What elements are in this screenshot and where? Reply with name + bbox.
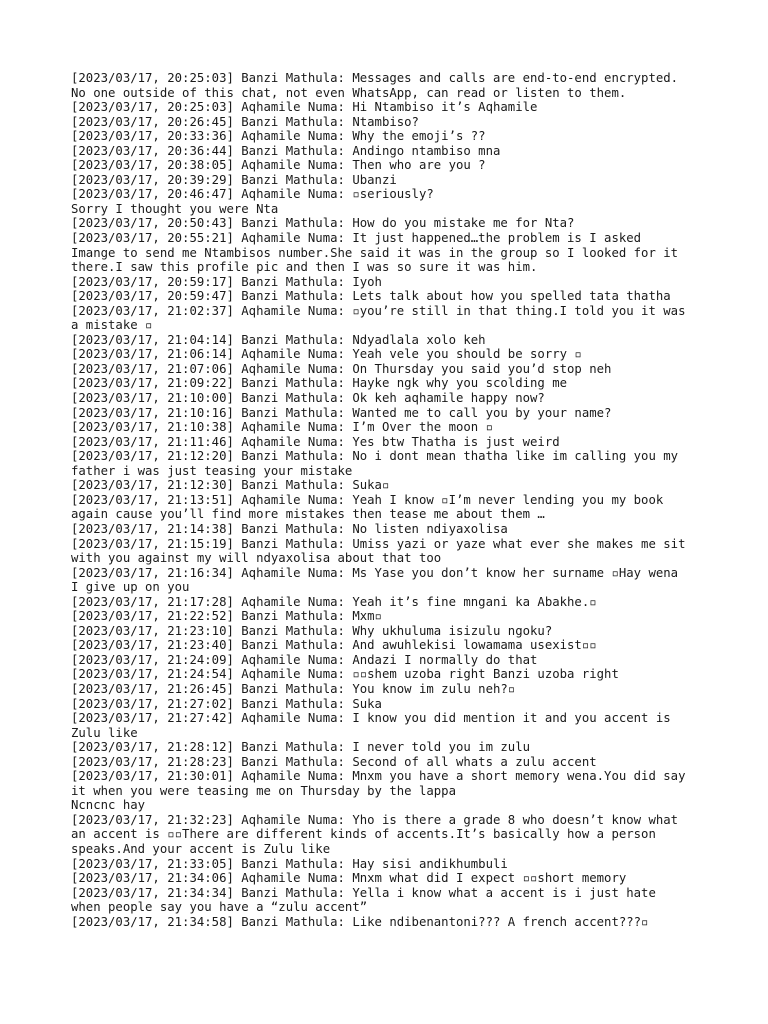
chat-line: [2023/03/17, 21:07:06] Aqhamile Numa: On Thursday you said you’d stop neh — [71, 361, 612, 376]
chat-log — [71, 71, 711, 929]
chat-line: again cause you’ll find more mistakes then tease me about them … — [71, 507, 545, 522]
document-page — [71, 71, 711, 929]
chat-line: [2023/03/17, 20:36:44] Banzi Mathula: Andingo ntambiso mna — [71, 143, 501, 158]
chat-line: a mistake ▫ — [71, 318, 153, 333]
chat-line: [2023/03/17, 21:33:05] Banzi Mathula: Hay sisi andikhumbuli — [71, 856, 508, 871]
chat-line: [2023/03/17, 21:27:02] Banzi Mathula: Suka — [71, 696, 382, 711]
chat-line: [2023/03/17, 20:38:05] Aqhamile Numa: Then who are you ? — [71, 158, 486, 173]
chat-line: [2023/03/17, 21:28:12] Banzi Mathula: I never told you im zulu — [71, 740, 531, 755]
chat-line: [2023/03/17, 20:25:03] Banzi Mathula: Messages and calls are end-to-end encrypted. — [71, 71, 679, 85]
chat-line: [2023/03/17, 21:06:14] Aqhamile Numa: Yeah vele you should be sorry ▫ — [71, 347, 582, 362]
chat-line: when people say you have a “zulu accent” — [71, 900, 368, 915]
chat-line: Zulu like — [71, 725, 138, 740]
chat-line: [2023/03/17, 21:15:19] Banzi Mathula: Umiss yazi or yaze what ever she makes me sit — [71, 536, 686, 551]
chat-line: with you against my will ndyaxolisa about that too — [71, 551, 442, 566]
chat-line: [2023/03/17, 21:28:23] Banzi Mathula: Second of all whats a zulu accent — [71, 754, 597, 769]
chat-line: it when you were teasing me on Thursday by the lappa — [71, 783, 456, 798]
chat-line: [2023/03/17, 21:23:10] Banzi Mathula: Why ukhuluma isizulu ngoku? — [71, 623, 553, 638]
chat-line: [2023/03/17, 20:59:47] Banzi Mathula: Lets talk about how you spelled tata thatha — [71, 289, 671, 304]
chat-line: speaks.And your accent is Zulu like — [71, 841, 331, 856]
chat-line: [2023/03/17, 20:25:03] Aqhamile Numa: Hi Ntambiso it’s Aqhamile — [71, 100, 538, 115]
chat-line: [2023/03/17, 21:10:38] Aqhamile Numa: I’m Over the moon ▫ — [71, 420, 493, 435]
chat-line: [2023/03/17, 21:11:46] Aqhamile Numa: Yes btw Thatha is just weird — [71, 434, 560, 449]
chat-line: No one outside of this chat, not even WhatsApp, can read or listen to them. — [71, 85, 627, 100]
chat-line: [2023/03/17, 21:30:01] Aqhamile Numa: Mnxm you have a short memory wena.You did say — [71, 769, 686, 784]
chat-line: [2023/03/17, 20:46:47] Aqhamile Numa: ▫seriously? — [71, 187, 434, 202]
chat-line: [2023/03/17, 21:34:34] Banzi Mathula: Yella i know what a accent is i just hate — [71, 885, 656, 900]
chat-line: [2023/03/17, 20:59:17] Banzi Mathula: Iyoh — [71, 274, 382, 289]
chat-line: [2023/03/17, 21:22:52] Banzi Mathula: Mxm▫ — [71, 609, 382, 624]
chat-line: [2023/03/17, 21:09:22] Banzi Mathula: Hayke ngk why you scolding me — [71, 376, 568, 391]
chat-line: [2023/03/17, 21:23:40] Banzi Mathula: And awuhlekisi lowamama usexist▫▫ — [71, 638, 597, 653]
chat-line: Sorry I thought you were Nta — [71, 201, 279, 216]
chat-line: [2023/03/17, 21:12:30] Banzi Mathula: Suka▫ — [71, 478, 390, 493]
chat-line: [2023/03/17, 21:34:06] Aqhamile Numa: Mnxm what did I expect ▫▫short memory — [71, 871, 627, 886]
chat-line: I give up on you — [71, 580, 190, 595]
chat-line: [2023/03/17, 21:24:54] Aqhamile Numa: ▫▫shem uzoba right Banzi uzoba right — [71, 667, 619, 682]
chat-line: [2023/03/17, 21:04:14] Banzi Mathula: Ndyadlala xolo keh — [71, 332, 486, 347]
chat-line: [2023/03/17, 21:17:28] Aqhamile Numa: Yeah it’s fine mngani ka Abakhe.▫ — [71, 594, 597, 609]
chat-line: [2023/03/17, 21:02:37] Aqhamile Numa: ▫you’re still in that thing.I told you it was — [71, 303, 686, 318]
chat-line: [2023/03/17, 21:24:09] Aqhamile Numa: Andazi I normally do that — [71, 652, 538, 667]
chat-line: [2023/03/17, 20:50:43] Banzi Mathula: How do you mistake me for Nta? — [71, 216, 575, 231]
chat-line: there.I saw this profile pic and then I was so sure it was him. — [71, 260, 538, 275]
chat-line: Imange to send me Ntambisos number.She said it was in the group so I looked for it — [71, 245, 679, 260]
chat-line: [2023/03/17, 21:10:16] Banzi Mathula: Wanted me to call you by your name? — [71, 405, 612, 420]
chat-line: [2023/03/17, 21:10:00] Banzi Mathula: Ok keh aqhamile happy now? — [71, 391, 545, 406]
chat-line: [2023/03/17, 21:16:34] Aqhamile Numa: Ms Yase you don’t know her surname ▫Hay wena — [71, 565, 679, 580]
chat-line: Ncncnc hay — [71, 798, 146, 813]
chat-line: [2023/03/17, 20:33:36] Aqhamile Numa: Why the emoji’s ?? — [71, 129, 486, 144]
chat-line: [2023/03/17, 21:12:20] Banzi Mathula: No i dont mean thatha like im calling you my — [71, 449, 679, 464]
chat-line: father i was just teasing your mistake — [71, 463, 353, 478]
chat-line: [2023/03/17, 20:55:21] Aqhamile Numa: It just happened…the problem is I asked — [71, 231, 642, 246]
chat-line: [2023/03/17, 21:13:51] Aqhamile Numa: Yeah I know ▫I’m never lending you my book — [71, 492, 664, 507]
chat-line: [2023/03/17, 21:26:45] Banzi Mathula: You know im zulu neh?▫ — [71, 681, 516, 696]
chat-line: an accent is ▫▫There are different kinds of accents.It’s basically how a person — [71, 827, 656, 842]
chat-line: [2023/03/17, 20:26:45] Banzi Mathula: Ntambiso? — [71, 114, 419, 129]
chat-line: [2023/03/17, 21:14:38] Banzi Mathula: No listen ndiyaxolisa — [71, 521, 508, 536]
chat-line: [2023/03/17, 21:34:58] Banzi Mathula: Like ndibenantoni??? A french accent???▫ — [71, 914, 649, 929]
chat-line: [2023/03/17, 20:39:29] Banzi Mathula: Ubanzi — [71, 172, 397, 187]
chat-line: [2023/03/17, 21:27:42] Aqhamile Numa: I know you did mention it and you accent is — [71, 711, 671, 726]
chat-line: [2023/03/17, 21:32:23] Aqhamile Numa: Yho is there a grade 8 who doesn’t know what — [71, 812, 679, 827]
